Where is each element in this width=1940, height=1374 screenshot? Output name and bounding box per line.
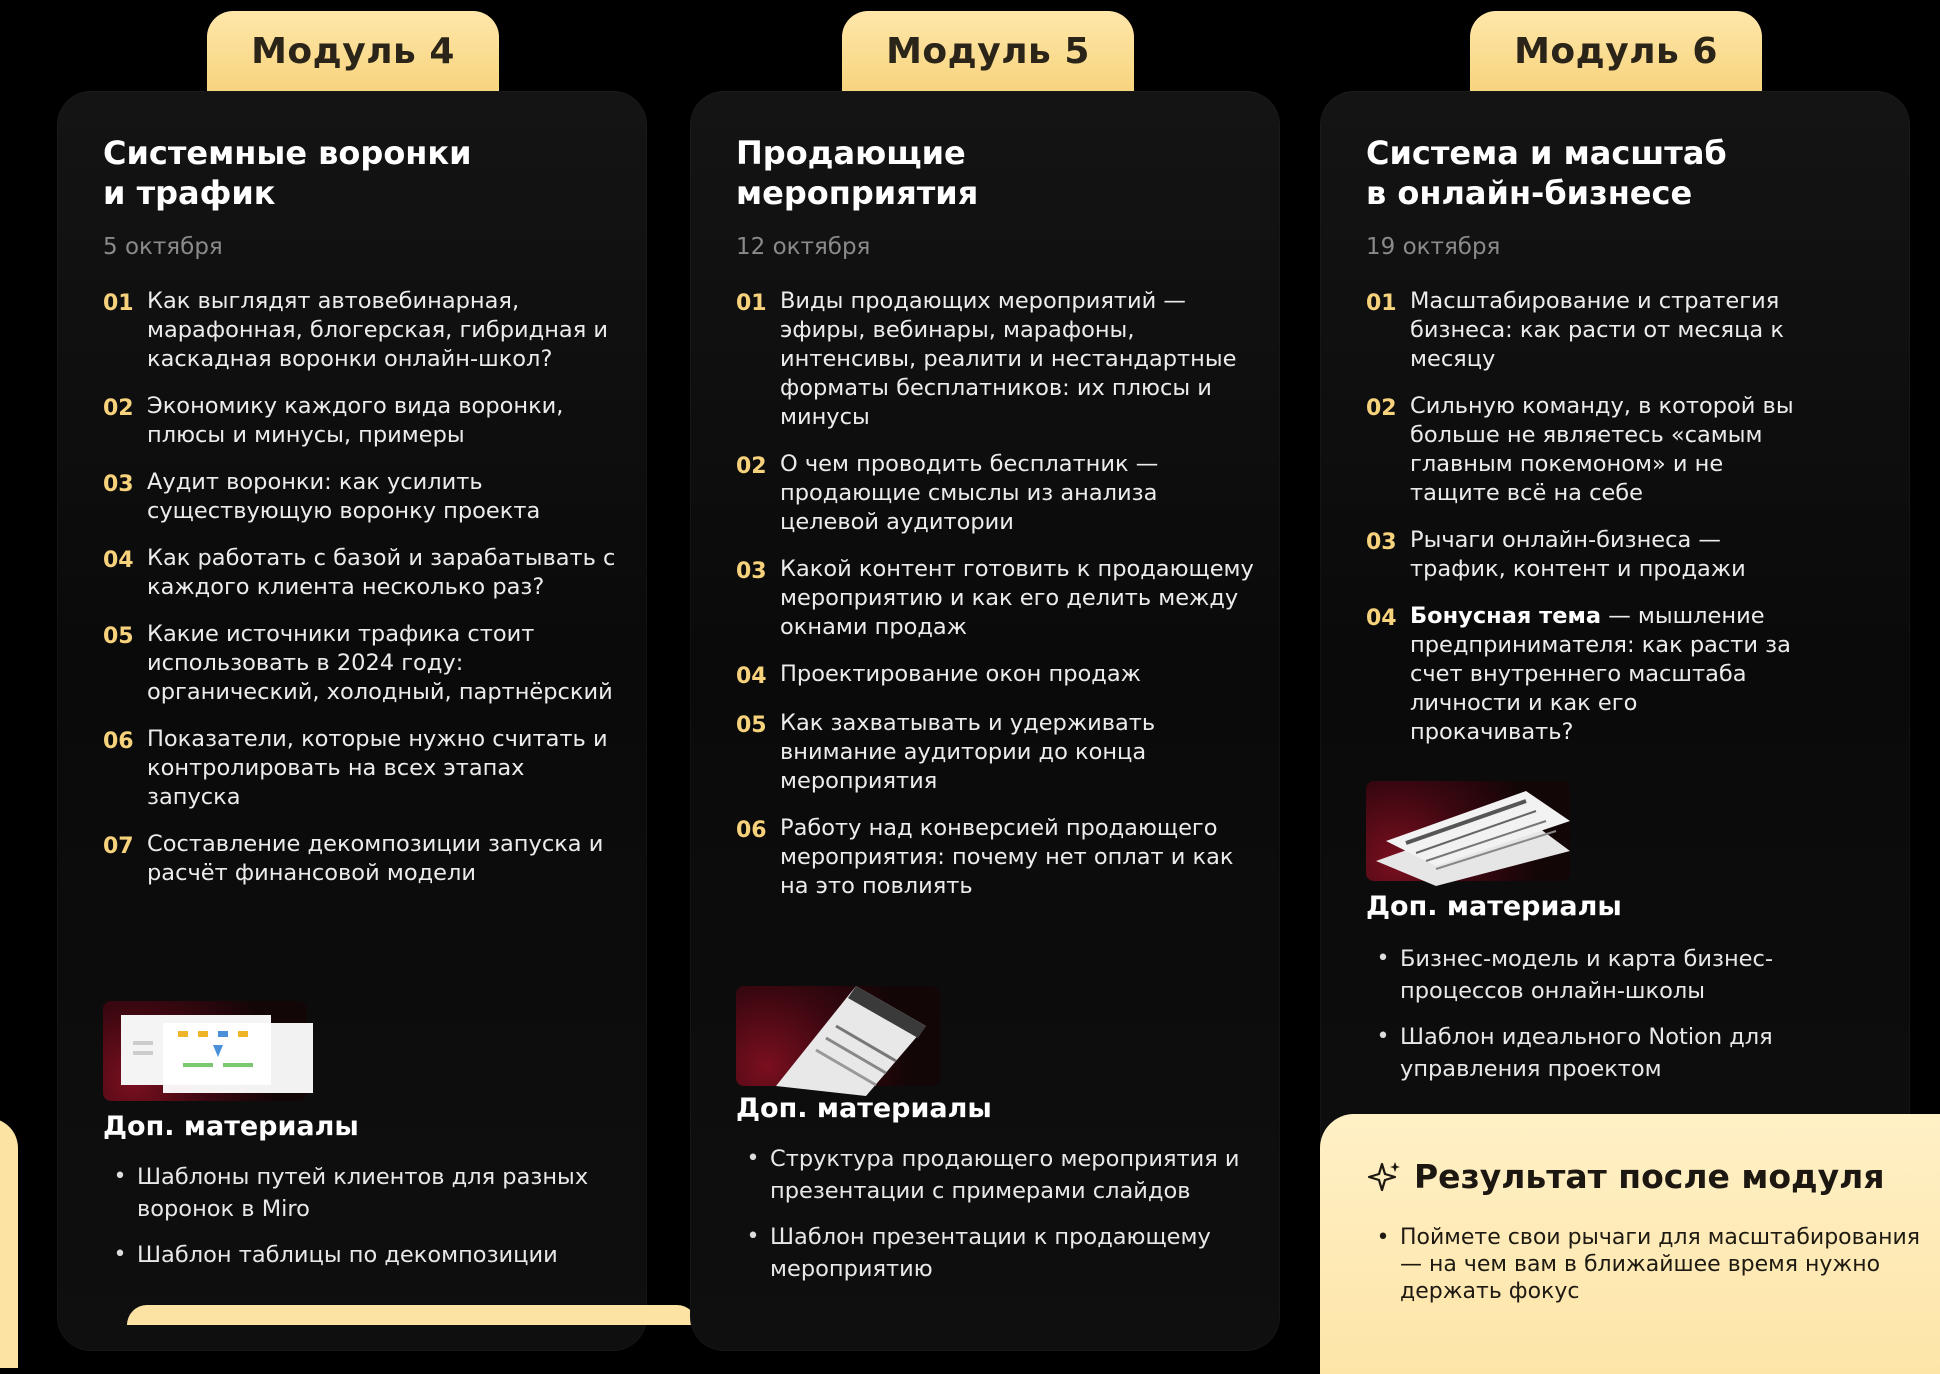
topic-number: 05 bbox=[103, 624, 134, 649]
bullet-dot-icon: • bbox=[1376, 1225, 1390, 1250]
topic-text: Как захватывать и удерживать внимание аудитории до конца мероприятия bbox=[780, 710, 1156, 794]
next-card-edge bbox=[127, 1305, 697, 1325]
bonus-label: Бонусная тема bbox=[1410, 603, 1602, 629]
topic-item bbox=[736, 555, 1256, 642]
topic-number: 01 bbox=[1366, 291, 1397, 316]
topic-number: 02 bbox=[1366, 396, 1397, 421]
topic-item bbox=[1366, 602, 1796, 747]
bullet-dot-icon: • bbox=[113, 1164, 127, 1189]
topic-number: 03 bbox=[1366, 530, 1397, 555]
topic-number: 07 bbox=[103, 834, 134, 859]
extras-item bbox=[1366, 943, 1786, 1007]
topic-number: 01 bbox=[103, 291, 134, 316]
extras-title: Доп. материалы bbox=[1366, 891, 1622, 922]
presentation-preview-icon bbox=[736, 986, 940, 1086]
sparkle-icon bbox=[1368, 1160, 1402, 1194]
bullet-dot-icon: • bbox=[746, 1224, 760, 1249]
topic-text: Показатели, которые нужно считать и контролировать на всех этапах запуска bbox=[147, 726, 608, 810]
topic-number: 02 bbox=[103, 396, 134, 421]
module-title: Продающие мероприятия bbox=[736, 134, 979, 212]
topic-item bbox=[103, 725, 623, 812]
topic-item bbox=[1366, 526, 1796, 584]
topic-item bbox=[736, 450, 1256, 537]
result-text: Поймете свои рычаги для масштабирования — на чем вам в ближайшее время нужно держать фокус bbox=[1400, 1225, 1921, 1304]
topic-text: О чем проводить бесплатник — продающие смыслы из анализа целевой аудитории bbox=[780, 451, 1159, 535]
module-title: Системные воронки и трафик bbox=[103, 134, 472, 212]
topic-text: Масштабирование и стратегия бизнеса: как расти от месяца к месяцу bbox=[1410, 288, 1784, 372]
bullet-dot-icon: • bbox=[1376, 1024, 1390, 1049]
extras-item bbox=[103, 1161, 623, 1225]
module-card bbox=[1320, 91, 1921, 1351]
topic-number: 04 bbox=[1366, 606, 1397, 631]
topic-text: Работу над конверсией продающего мероприятия: почему нет оплат и как на это повлиять bbox=[780, 815, 1234, 899]
extras-item bbox=[1366, 1021, 1786, 1085]
topic-text: Какой контент готовить к продающему мероприятию и как его делить между окнами продаж bbox=[780, 556, 1254, 640]
previous-result-card-edge bbox=[0, 1118, 18, 1368]
extras-item bbox=[736, 1221, 1256, 1285]
result-list bbox=[1366, 1224, 1926, 1319]
materials-thumbnail bbox=[736, 986, 940, 1086]
extras-title: Доп. материалы bbox=[103, 1111, 359, 1142]
bullet-dot-icon: • bbox=[113, 1242, 127, 1267]
extras-text: Шаблон идеального Notion для управления проектом bbox=[1400, 1024, 1773, 1082]
topic-number: 01 bbox=[736, 291, 767, 316]
topic-item bbox=[736, 287, 1256, 432]
topic-text: Какие источники трафика стоит использовать в 2024 году: органический, холодный, партнёрский bbox=[147, 621, 613, 705]
extras-list bbox=[1366, 943, 1786, 1099]
topic-item bbox=[736, 660, 1256, 691]
bonus-text: — мышление предпринимателя: как расти за счет внутреннего масштаба личности и как его прокачивать? bbox=[1410, 603, 1791, 745]
topic-text: Составление декомпозиции запуска и расчёт финансовой модели bbox=[147, 831, 604, 886]
topic-number: 04 bbox=[103, 548, 134, 573]
topic-item bbox=[103, 544, 623, 602]
extras-text: Шаблон презентации к продающему мероприятию bbox=[770, 1224, 1211, 1282]
topic-text: Как работать с базой и зарабатывать с каждого клиента несколько раз? bbox=[147, 545, 616, 600]
topic-item bbox=[103, 620, 623, 707]
topic-text: Рычаги онлайн-бизнеса — трафик, контент и продажи bbox=[1410, 527, 1746, 582]
module-card bbox=[57, 91, 647, 1351]
topic-item bbox=[1366, 287, 1796, 374]
extras-list bbox=[736, 1143, 1256, 1299]
topic-text bbox=[1410, 602, 1796, 747]
topic-item bbox=[1366, 392, 1796, 508]
topic-item bbox=[736, 814, 1256, 901]
extras-text: Бизнес-модель и карта бизнес-процессов онлайн-школы bbox=[1400, 946, 1773, 1004]
topic-item bbox=[736, 709, 1256, 796]
module-date: 19 октября bbox=[1366, 234, 1501, 260]
topic-list bbox=[736, 287, 1256, 919]
extras-text: Структура продающего мероприятия и презентации с примерами слайдов bbox=[770, 1146, 1240, 1204]
result-title: Результат после модуля bbox=[1414, 1157, 1885, 1196]
module-tab: Модуль 5 bbox=[842, 11, 1134, 91]
topic-text: Сильную команду, в которой вы больше не являетесь «самым главным покемоном» и не тащите всё на себе bbox=[1410, 393, 1794, 506]
extras-item bbox=[736, 1143, 1256, 1207]
topic-text: Как выглядят автовебинарная, марафонная, блогерская, гибридная и каскадная воронки онлайн-школ? bbox=[147, 288, 609, 372]
result-card bbox=[1320, 1114, 1940, 1374]
topic-item bbox=[103, 287, 623, 374]
extras-text: Шаблоны путей клиентов для разных воронок в Miro bbox=[137, 1164, 589, 1222]
module-tab: Модуль 4 bbox=[207, 11, 499, 91]
module-card bbox=[690, 91, 1280, 1351]
topic-item bbox=[103, 830, 623, 888]
topic-number: 06 bbox=[103, 729, 134, 754]
topic-number: 03 bbox=[103, 472, 134, 497]
topic-number: 05 bbox=[736, 713, 767, 738]
topic-item bbox=[103, 468, 623, 526]
result-item bbox=[1366, 1224, 1926, 1305]
topic-text: Виды продающих мероприятий — эфиры, вебинары, марафоны, интенсивы, реалити и нестандартные форматы бесплатников: их плюсы и минусы bbox=[780, 288, 1237, 430]
bullet-dot-icon: • bbox=[746, 1146, 760, 1171]
topic-number: 06 bbox=[736, 818, 767, 843]
extras-text: Шаблон таблицы по декомпозиции bbox=[137, 1242, 558, 1268]
module-title: Система и масштаб в онлайн-бизнесе bbox=[1366, 134, 1727, 212]
materials-thumbnail bbox=[103, 1001, 307, 1101]
topic-list bbox=[103, 287, 623, 906]
module-date: 12 октября bbox=[736, 234, 871, 260]
extras-list bbox=[103, 1161, 623, 1285]
module-date: 5 октября bbox=[103, 234, 223, 260]
funnel-map-preview-icon bbox=[103, 1001, 307, 1101]
extras-item bbox=[103, 1239, 623, 1271]
extras-title: Доп. материалы bbox=[736, 1093, 992, 1124]
topic-text: Проектирование окон продаж bbox=[780, 661, 1141, 687]
topic-text: Экономику каждого вида воронки, плюсы и минусы, примеры bbox=[147, 393, 564, 448]
materials-thumbnail bbox=[1366, 781, 1570, 881]
bullet-dot-icon: • bbox=[1376, 946, 1390, 971]
module-tab: Модуль 6 bbox=[1470, 11, 1762, 91]
topic-number: 03 bbox=[736, 559, 767, 584]
business-model-preview-icon bbox=[1366, 781, 1570, 881]
topic-item bbox=[103, 392, 623, 450]
topic-number: 04 bbox=[736, 664, 767, 689]
topic-number: 02 bbox=[736, 454, 767, 479]
topic-text: Аудит воронки: как усилить существующую воронку проекта bbox=[147, 469, 541, 524]
topic-list bbox=[1366, 287, 1796, 765]
